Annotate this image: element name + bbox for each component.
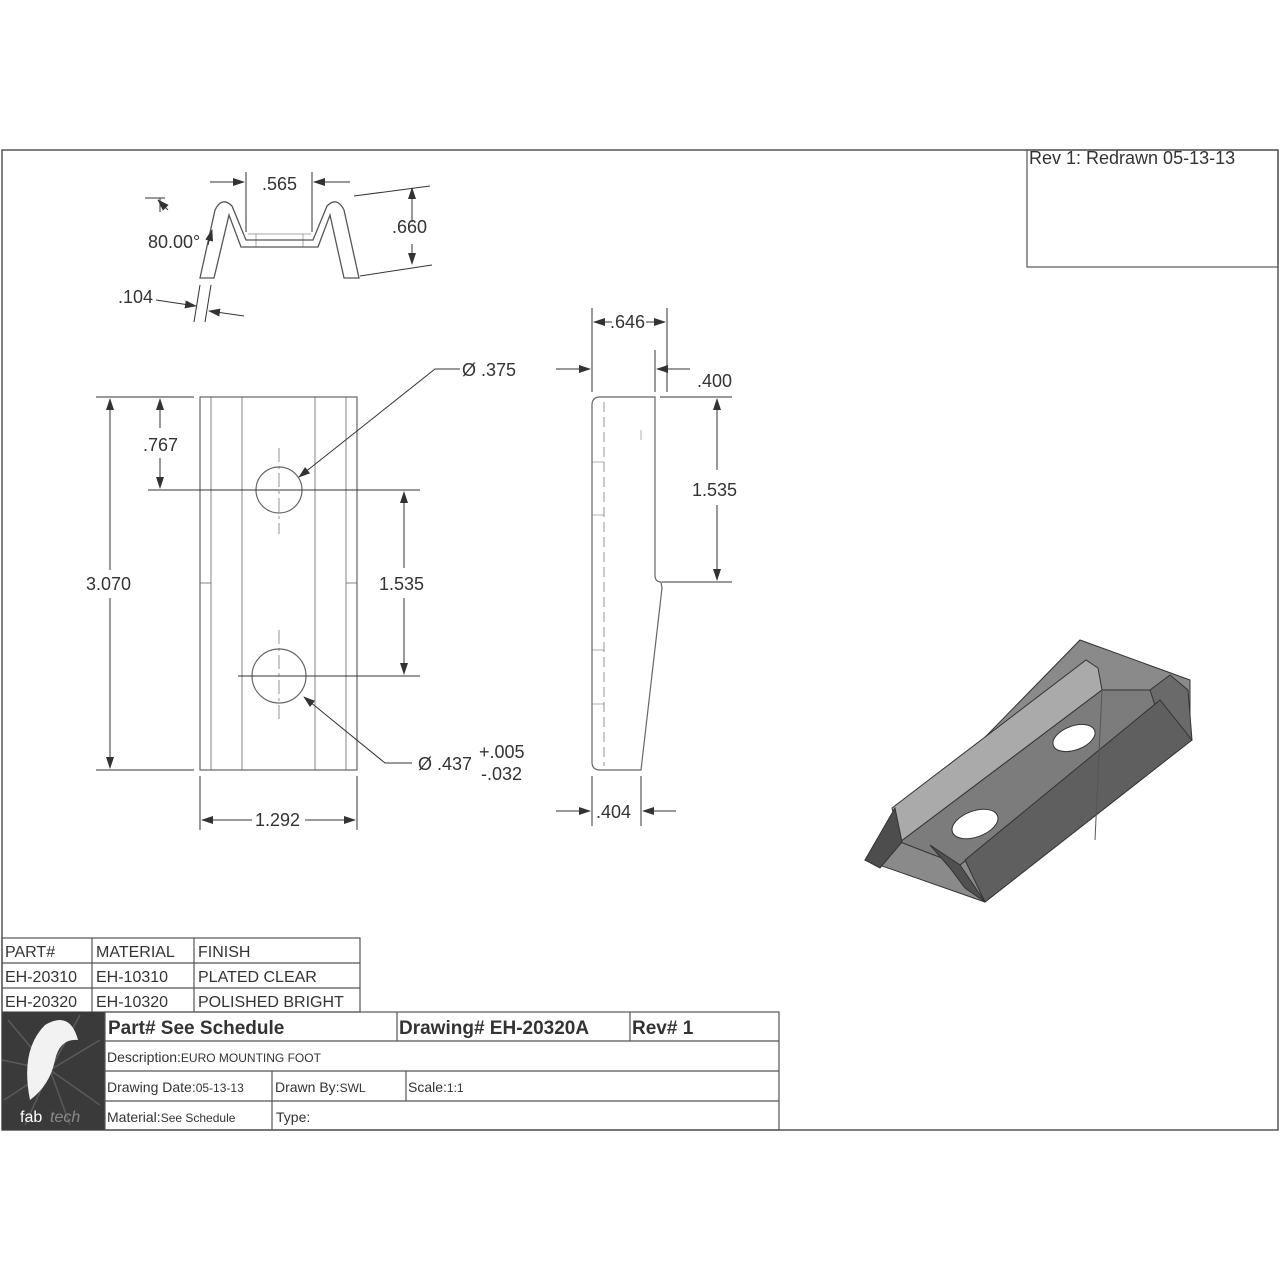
drawn-by-value: SWL xyxy=(339,1081,366,1095)
title-drawing-number: Drawing# EH-20320A xyxy=(399,1018,590,1039)
scale-label: Scale: xyxy=(408,1079,447,1095)
side-view xyxy=(592,397,662,770)
scale-value: 1:1 xyxy=(446,1081,464,1095)
drawing-date-value: 05-13-13 xyxy=(195,1081,244,1095)
schedule-header-finish: FINISH xyxy=(198,944,251,961)
material-value: See Schedule xyxy=(160,1111,236,1125)
dim-side-step-height: 1.535 xyxy=(692,480,738,500)
dim-overall-width: 1.292 xyxy=(255,810,301,830)
schedule-cell: EH-10310 xyxy=(96,969,169,986)
schedule-cell: EH-20320 xyxy=(5,994,78,1011)
dim-hole-top-diameter: Ø .375 xyxy=(462,360,517,380)
dim-overall-length: 3.070 xyxy=(86,574,132,594)
schedule-cell: POLISHED BRIGHT xyxy=(198,994,344,1011)
dim-end-height: .660 xyxy=(392,217,428,237)
dim-hole-bottom-diameter: Ø .437 xyxy=(418,754,473,774)
dim-side-bottom-width: .404 xyxy=(596,802,632,822)
description-label: Description: xyxy=(107,1049,181,1065)
material-label: Material: xyxy=(107,1109,161,1125)
dim-tol-plus: +.005 xyxy=(479,742,525,762)
svg-text:Drawn By:SWL xyxy=(275,1079,366,1095)
svg-text:Material:See Schedule xyxy=(107,1109,236,1125)
revision-note: Rev 1: Redrawn 05-13-13 xyxy=(1029,148,1236,168)
svg-text:Scale:1:1 xyxy=(408,1079,464,1095)
front-view xyxy=(200,397,357,770)
schedule-cell: EH-10320 xyxy=(96,994,169,1011)
schedule-cell: PLATED CLEAR xyxy=(198,969,317,986)
dim-end-angle: 80.00° xyxy=(148,232,201,252)
schedule-header-material: MATERIAL xyxy=(96,944,175,961)
dim-end-thickness: .104 xyxy=(118,287,154,307)
isometric-view xyxy=(865,640,1192,902)
title-part: Part# See Schedule xyxy=(108,1018,285,1039)
svg-text:Drawing Date:05-13-13 xyxy=(107,1079,244,1095)
svg-text:Description:EURO MOUNTING FOOT xyxy=(107,1049,322,1065)
description-value: EURO MOUNTING FOOT xyxy=(180,1051,321,1065)
title-rev: Rev# 1 xyxy=(632,1018,694,1039)
dim-side-top-width: .646 xyxy=(610,312,646,332)
schedule-header-part: PART# xyxy=(5,944,56,961)
dim-tol-minus: -.032 xyxy=(481,764,523,784)
logo-text-fab: fab xyxy=(20,1109,43,1126)
svg-text:Type: xyxy=(276,1109,310,1125)
dim-side-step-width: .400 xyxy=(697,371,733,391)
fabtech-logo xyxy=(2,1012,105,1130)
type-label: Type: xyxy=(276,1109,311,1125)
end-view xyxy=(200,202,359,278)
dim-top-offset: .767 xyxy=(143,435,179,455)
schedule-cell: EH-20310 xyxy=(5,969,78,986)
logo-text-tech: tech xyxy=(50,1109,81,1126)
drawing-date-label: Drawing Date: xyxy=(107,1079,196,1095)
dim-hole-spacing: 1.535 xyxy=(379,574,425,594)
drawn-by-label: Drawn By: xyxy=(275,1079,340,1095)
dim-end-width: .565 xyxy=(262,174,298,194)
